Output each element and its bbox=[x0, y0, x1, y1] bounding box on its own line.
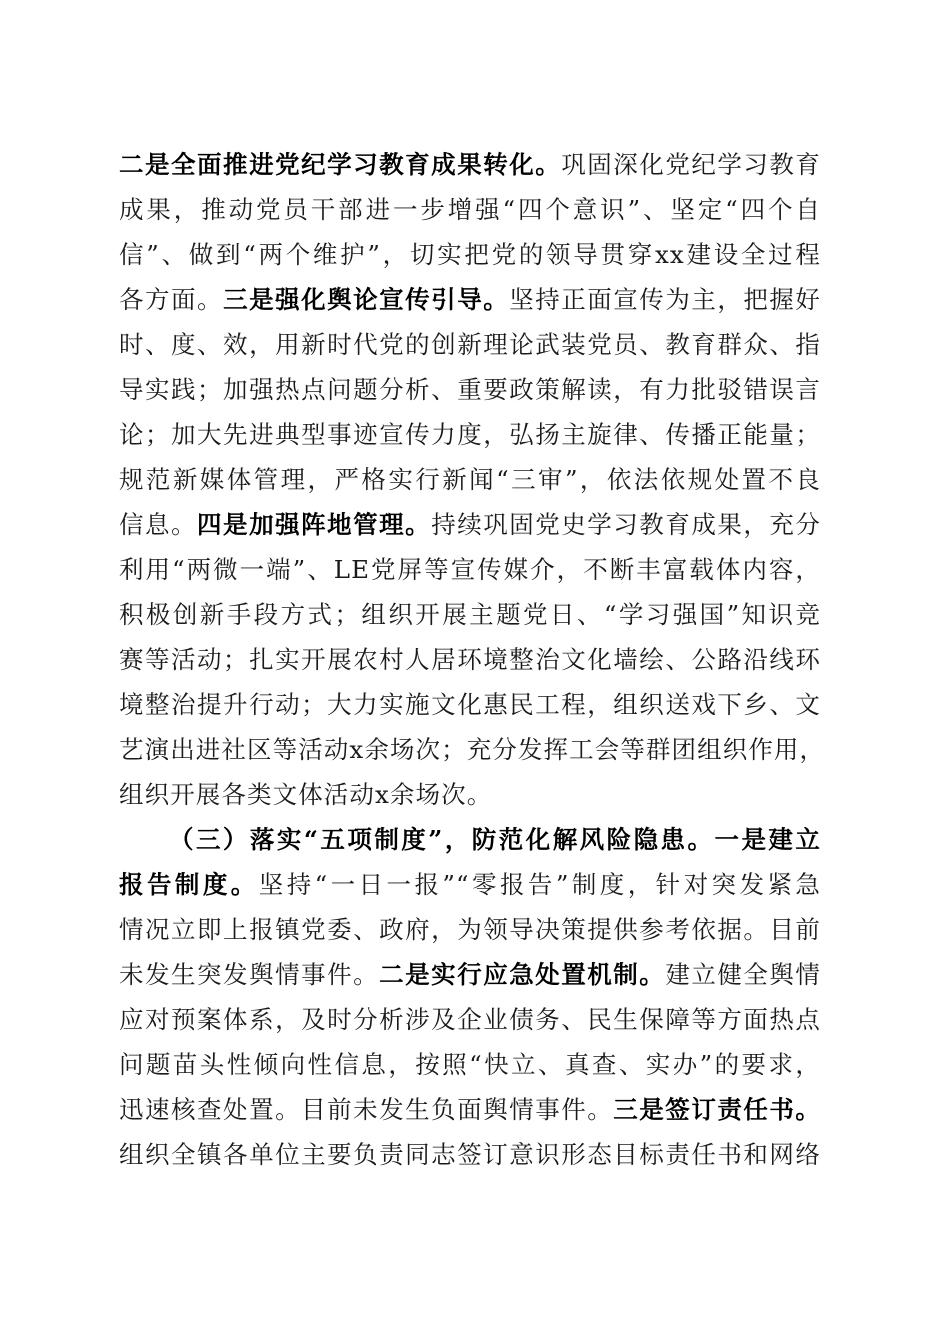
text-line bbox=[119, 457, 821, 502]
body-text: 问题苗头性倾向性信息，按照“快立、真查、实办”的要求， bbox=[119, 1050, 821, 1079]
text-line bbox=[119, 1132, 821, 1177]
text-line bbox=[119, 142, 821, 187]
body-text: 情况立即上报镇党委、政府，为领导决策提供参考依据。目前 bbox=[119, 915, 821, 944]
text-line bbox=[119, 277, 821, 322]
body-text: 迅速核查处置。目前未发生负面舆情事件。 bbox=[119, 1095, 614, 1124]
text-line bbox=[119, 1087, 821, 1132]
bold-heading-text: 三是强化舆论宣传引导。 bbox=[223, 285, 510, 314]
text-line bbox=[119, 547, 821, 592]
bold-heading-text: 四是加强阵地管理。 bbox=[197, 510, 432, 539]
body-text: 应对预案体系，及时分析涉及企业债务、民生保障等方面热点 bbox=[119, 1005, 821, 1034]
text-line bbox=[119, 412, 821, 457]
body-text: 成果，推动党员干部进一步增强“四个意识”、坚定“四个自 bbox=[119, 195, 821, 224]
body-text: 论；加大先进典型事迹宣传力度，弘扬主旋律、传播正能量； bbox=[119, 420, 821, 449]
text-line bbox=[119, 997, 821, 1042]
text-line bbox=[119, 187, 821, 232]
bold-heading-text: （三）落实“五项制度”，防范化解风险隐患。一是建立 bbox=[169, 825, 821, 854]
body-text: 时、度、效，用新时代党的创新理论武装党员、教育群众、指 bbox=[119, 330, 821, 359]
text-line bbox=[119, 907, 821, 952]
body-text: 信息。 bbox=[119, 510, 198, 539]
bold-heading-text: 二是全面推进党纪学习教育成果转化。 bbox=[119, 150, 562, 179]
body-text: 利用“两微一端”、LE党屏等宣传媒介，不断丰富载体内容， bbox=[119, 555, 821, 584]
text-line bbox=[119, 637, 821, 682]
body-text: 积极创新手段方式；组织开展主题党日、“学习强国”知识竞 bbox=[119, 600, 821, 629]
body-text: 艺演出进社区等活动x余场次；充分发挥工会等群团组织作用， bbox=[119, 735, 826, 764]
text-line bbox=[119, 322, 821, 367]
body-text: 导实践；加强热点问题分析、重要政策解读，有力批驳错误言 bbox=[119, 375, 821, 404]
body-text: 巩固深化党纪学习教育 bbox=[561, 150, 822, 179]
body-text: 建立健全舆情 bbox=[665, 960, 822, 989]
body-text: 持续巩固党史学习教育成果，充分 bbox=[431, 510, 821, 539]
body-text: 信”、做到“两个维护”，切实把党的领导贯穿xx建设全过程 bbox=[119, 240, 821, 269]
bold-heading-text: 三是签订责任书。 bbox=[613, 1095, 821, 1124]
text-line bbox=[119, 502, 821, 547]
document-body bbox=[119, 142, 826, 1177]
text-line bbox=[119, 232, 821, 277]
body-text: 组织全镇各单位主要负责同志签订意识形态目标责任书和网络 bbox=[119, 1140, 821, 1169]
body-text: 各方面。 bbox=[119, 285, 224, 314]
body-text: 赛等活动；扎实开展农村人居环境整治文化墙绘、公路沿线环 bbox=[119, 645, 821, 674]
text-line bbox=[119, 772, 821, 817]
text-line bbox=[119, 682, 821, 727]
text-line bbox=[119, 592, 821, 637]
body-text: 组织开展各类文体活动x余场次。 bbox=[119, 780, 493, 809]
bold-heading-text: 报告制度。 bbox=[119, 870, 259, 899]
body-text: 规范新媒体管理，严格实行新闻“三审”，依法依规处置不良 bbox=[119, 465, 821, 494]
text-line bbox=[119, 367, 821, 412]
body-text: 境整治提升行动；大力实施文化惠民工程，组织送戏下乡、文 bbox=[119, 690, 821, 719]
text-line bbox=[119, 862, 821, 907]
body-text: 坚持“一日一报”“零报告”制度，针对突发紧急 bbox=[258, 870, 821, 899]
text-line bbox=[119, 817, 821, 862]
body-text: 未发生突发舆情事件。 bbox=[119, 960, 380, 989]
text-line bbox=[119, 727, 826, 772]
body-text: 坚持正面宣传为主，把握好 bbox=[509, 285, 821, 314]
text-line bbox=[119, 1042, 821, 1087]
bold-heading-text: 二是实行应急处置机制。 bbox=[379, 960, 666, 989]
text-line bbox=[119, 952, 821, 997]
